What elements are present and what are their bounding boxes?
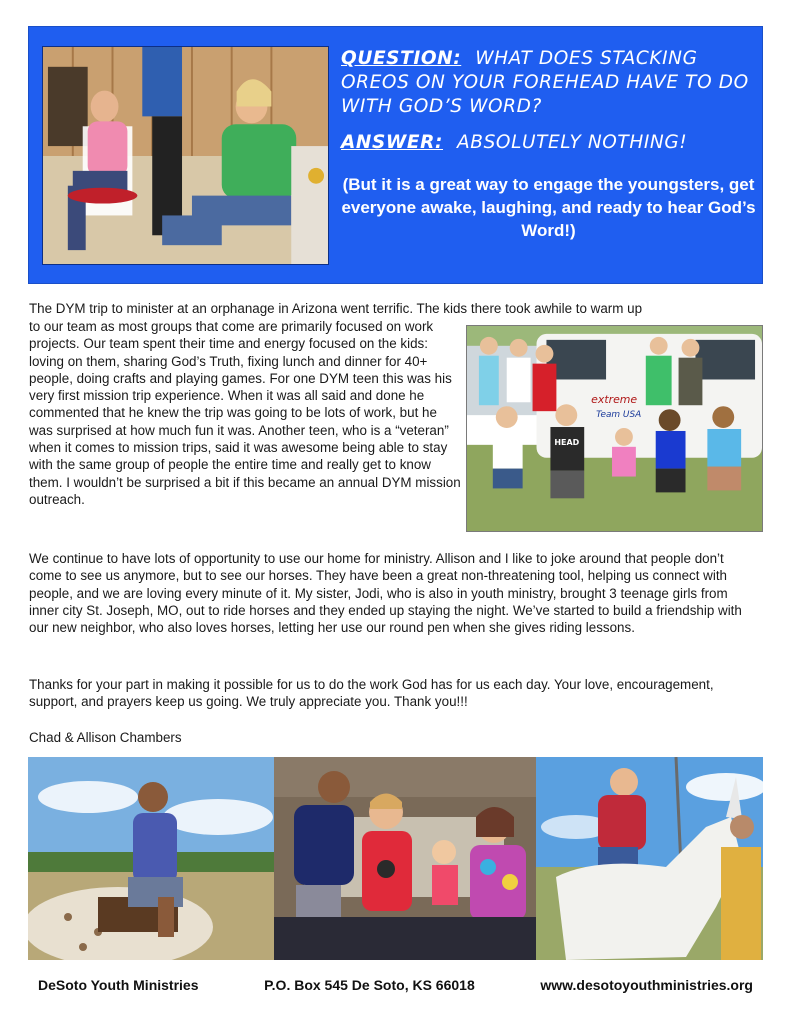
signature: Chad & Allison Chambers [29,730,182,745]
footer-org: DeSoto Youth Ministries [38,977,199,993]
van-logo-line1: extreme [591,393,638,407]
paragraph-3: Thanks for your part in making it possible for us to do the work God has for us each day. Your love, encouragement, support, and prayers keep us going. We truly appreciate you. Thank you!!! [29,677,714,710]
paragraph-1-rest: to our team as most groups that come are primarily focused on work projects. Our team spent their time and energy focused on the kids: loving on them, sharing God’s Truth, fixing lunch and dinner for 40+ people, doing crafts and playing games. For one DYM teen this was his very first mission trip experience. When it was all said and done he commented that he knew the trip was going to be lots of work, but he was surprised at how much fun it was. Another teen, who is a “veteran” when it comes to mission trips, said it was awesome being able to stay with the same group of people the entire time and really get to know them. I wouldn’t be surprised a bit if this became an annual DYM mission outreach. [29,319,461,507]
question-text: WHAT DOES STACKING OREOS ON YOUR FOREHEAD HAVE TO DO WITH GOD’S WORD? [341,48,749,117]
paragraph-1-first-line: The DYM trip to minister at an orphanage in Arizona went terrific. The kids there took awhile to warm up [29,301,643,316]
answer [341,131,756,155]
question [341,47,756,119]
horse-riding-photo [28,757,274,960]
shirt-text: HEAD [554,437,580,447]
answer-text: ABSOLUTELY NOTHING! [457,132,688,153]
parenthetical-note: (But it is a great way to engage the youngsters, get everyone awake, laughing, and ready to hear God’s Word!) [341,175,756,240]
girls-group-photo [274,757,536,960]
mission-team-photo [466,325,763,532]
footer-website[interactable]: www.desotoyouthministries.org [540,977,753,993]
unicorn-horse-photo [536,757,763,960]
paragraph-2: We continue to have lots of opportunity to use our home for ministry. Allison and I like to joke around that people don’t come to see us anymore, but to see our horses. They have been a great non-threatening tool, helping us connect with people, and we are loving every minute of it. My sister, Jodi, who is also in youth ministry, brought 3 teenage girls from inner city St. Joseph, MO, out to ride horses and they ended up staying the night. We’ve started to build a friendship with our new neighbor, who also loves horses, letting her use our round pen when she gives riding lessons. [29,551,742,636]
van-logo-line2: Team USA [596,410,642,421]
question-answer-block [341,47,756,242]
oreo-game-photo [42,46,329,265]
banner [28,26,763,284]
answer-label: ANSWER: [341,132,444,153]
footer [38,977,753,993]
footer-address: P.O. Box 545 De Soto, KS 66018 [264,977,475,993]
question-label: QUESTION: [341,48,462,69]
